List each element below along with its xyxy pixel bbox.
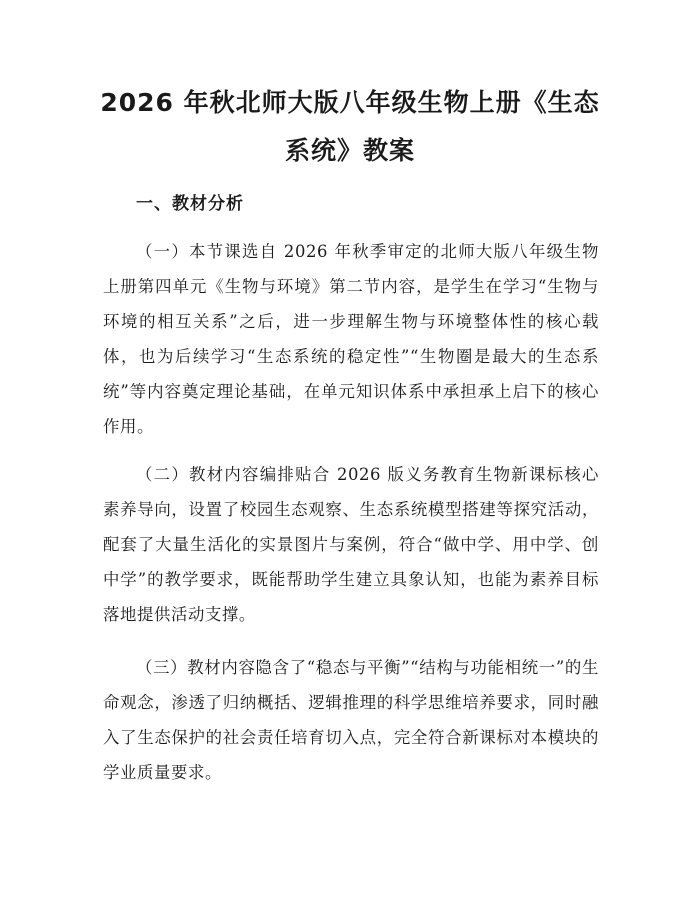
paragraph-2: （二）教材内容编排贴合 2026 版义务教育生物新课标核心素养导向，设置了校园生态观察、生态系统模型搭建等探究活动，配套了大量生活化的实景图片与案例，符合“做中学、用中学、创中学”的教学要求，既能帮助学生建立具象认知，也能为素养目标落地提供活动支撑。 (103, 465, 599, 624)
paragraph-1: （一）本节课选自 2026 年秋季审定的北师大版八年级生物上册第四单元《生物与环境》第二节内容，是学生在学习“生物与环境的相互关系”之后，进一步理解生物与环境整体性的核心载体，也为后续学习“生态系统的稳定性”“生物圈是最大的生态系统”等内容奠定理论基础，在单元知识体系中承担承上启下的核心作用。 (103, 242, 599, 436)
document-title: 2026 年秋北师大版八年级生物上册《生态系统》教案 (100, 88, 600, 165)
paragraph-3: （三）教材内容隐含了“稳态与平衡”“结构与功能相统一”的生命观念，渗透了归纳概括、逻辑推理的科学思维培养要求，同时融入了生态保护的社会责任培育切入点，完全符合新课标对本模块的学业质量要求。 (103, 658, 599, 782)
section-heading: 一、教材分析 (136, 194, 244, 214)
